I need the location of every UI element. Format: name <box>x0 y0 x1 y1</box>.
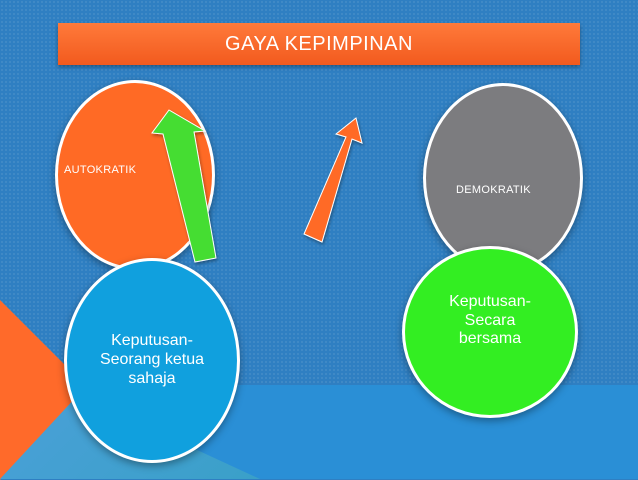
seorang-label: Keputusan- Seorang ketua sahaja <box>99 332 205 387</box>
demokratik-label: DEMOKRATIK <box>456 184 531 196</box>
bersama-label: Keputusan- Secara bersama <box>449 292 531 348</box>
page-title: GAYA KEPIMPINAN <box>225 32 413 55</box>
autokratik-label: AUTOKRATIK <box>64 164 137 176</box>
green-arrow <box>152 110 216 262</box>
